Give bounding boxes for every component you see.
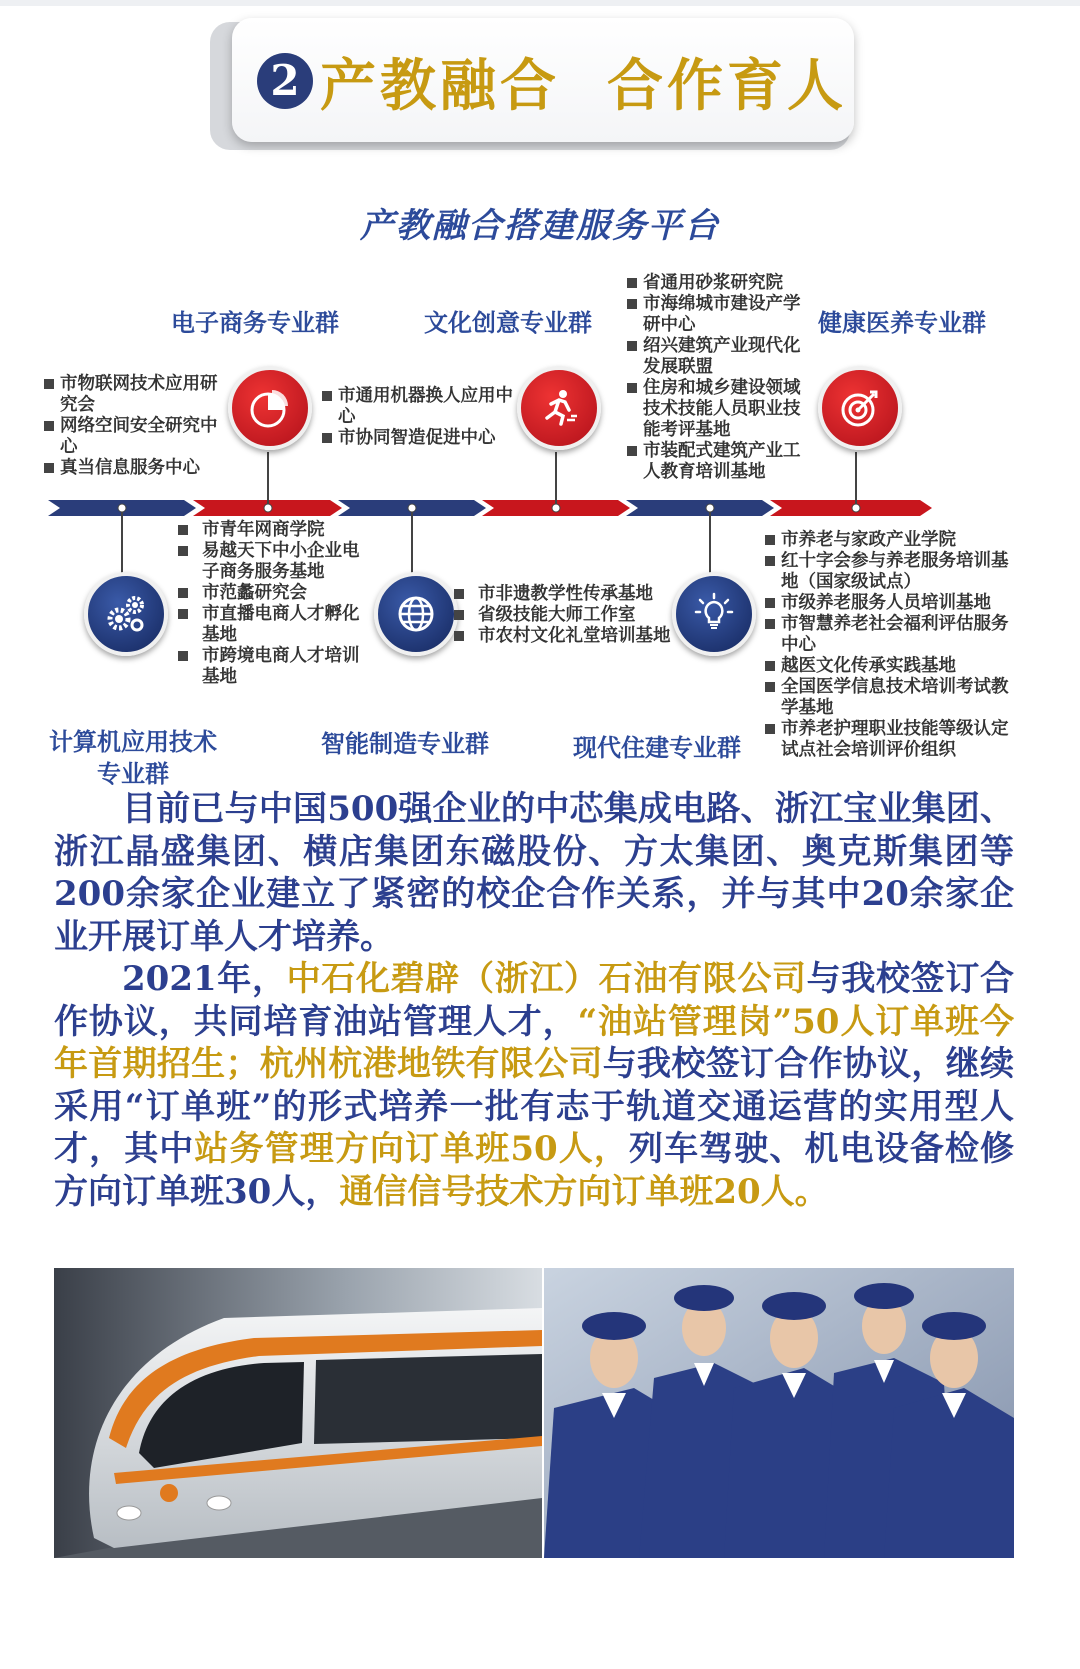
staff-uniform-photo — [544, 1268, 1014, 1558]
list-item: 真当信息服务中心 — [44, 458, 229, 479]
pie-chart-icon — [248, 386, 292, 430]
list-item: 市级养老服务人员培训基地 — [765, 593, 1010, 614]
connector-line — [709, 512, 711, 574]
node-dot — [852, 504, 860, 512]
list-item: 省通用砂浆研究院 — [627, 273, 817, 294]
list-item: 市直播电商人才孵化基地 — [176, 604, 361, 646]
list-item: 全国医学信息技术培训考试教学基地 — [765, 677, 1010, 719]
text-run: 列车驾驶、机电设备检修方向订单班30人， — [54, 1129, 1014, 1212]
list-item: 市通用机器换人应用中心 — [322, 386, 517, 428]
list-item: 市非遗教学性传承基地 — [452, 584, 672, 605]
segment-blue-3 — [626, 500, 774, 516]
list-item: 市海绵城市建设产学研中心 — [627, 294, 817, 336]
node-dot — [706, 504, 714, 512]
list-item: 省级技能大师工作室 — [452, 605, 672, 626]
culture-list — [322, 386, 517, 449]
section-number-badge: 2 — [257, 53, 313, 109]
list-item: 市农村文化礼堂培训基地 — [452, 626, 672, 647]
computer-list — [176, 520, 361, 688]
cluster-label-ecommerce: 电子商务专业群 — [171, 309, 339, 337]
cluster-label-culture: 文化创意专业群 — [424, 309, 592, 337]
gears-icon — [103, 591, 149, 637]
construction-list — [765, 530, 1010, 761]
list-item: 红十字会参与养老服务培训基地（国家级试点） — [765, 551, 1010, 593]
computer-circle — [84, 572, 168, 656]
node-dot — [118, 504, 126, 512]
culture-circle — [517, 366, 601, 450]
highlight-class: 站务管理方向订单班50人， — [194, 1129, 629, 1169]
paragraph-partners: 目前已与中国500强企业的中芯集成电路、浙江宝业集团、浙江晶盛集团、横店集团东磁股份、方太集团、奥克斯集团等200余家企业建立了紧密的校企合作关系，并与其中20余家企业开展订单人才培养。 — [54, 789, 1014, 957]
metro-train-photo — [54, 1268, 542, 1558]
connector-line — [267, 452, 269, 504]
manufacturing-circle — [374, 572, 458, 656]
connector-line — [855, 452, 857, 504]
running-man-icon — [537, 386, 581, 430]
construction-circle — [672, 572, 756, 656]
list-item: 市智慧养老社会福利评估服务中心 — [765, 614, 1010, 656]
node-dot — [408, 504, 416, 512]
list-item: 市协同智造促进中心 — [322, 428, 517, 449]
paragraph-order-classes — [54, 958, 1014, 1213]
manufacturing-list — [452, 584, 672, 647]
list-item: 市跨境电商人才培训基地 — [176, 646, 361, 688]
text-run: 与我校签订合作协议，继续采用“订单班”的形式培养一批有志于轨道交通运营的实用型人才，其中 — [54, 1044, 1015, 1169]
cluster-label-manufacturing: 智能制造专业群 — [321, 730, 489, 758]
health-list — [627, 273, 817, 483]
highlight-company: 中石化碧辟（浙江）石油有限公司 — [286, 959, 807, 999]
cluster-label-health: 健康医养专业群 — [818, 309, 986, 337]
target-icon — [838, 386, 882, 430]
node-dot — [552, 504, 560, 512]
highlight-class: “油站管理岗”50人订单班今年首期招生；杭州杭港地铁有限公司 — [54, 1001, 1014, 1084]
list-item: 越医文化传承实践基地 — [765, 656, 1010, 677]
list-item: 网络空间安全研究中心 — [44, 416, 229, 458]
connector-line — [411, 512, 413, 574]
section-title: 产教融合 合作育人 — [320, 54, 847, 119]
list-item: 住房和城乡建设领域技术技能人员职业技能考评基地 — [627, 378, 817, 441]
list-item: 市装配式建筑产业工人教育培训基地 — [627, 441, 817, 483]
timeline-segments — [48, 500, 932, 516]
connector-line — [555, 452, 557, 504]
segment-red-3 — [770, 500, 932, 516]
cluster-label-construction: 现代住建专业群 — [573, 734, 741, 762]
highlight-class: 通信信号技术方向订单班20人。 — [339, 1171, 829, 1212]
lightbulb-icon — [692, 592, 736, 636]
text-run: 2021年， — [122, 959, 287, 999]
node-dot — [264, 504, 272, 512]
health-circle — [818, 366, 902, 450]
list-item: 市范蠡研究会 — [176, 583, 361, 604]
list-item: 市青年网商学院 — [176, 520, 361, 541]
list-item: 绍兴建筑产业现代化发展联盟 — [627, 336, 817, 378]
text-run: 与我校签订合作协议，共同培育油站管理人才， — [54, 959, 1014, 1042]
body-text — [54, 788, 1014, 1213]
connector-line — [121, 512, 123, 574]
globe-icon — [394, 592, 438, 636]
list-item: 市养老护理职业技能等级认定试点社会培训评价组织 — [765, 719, 1010, 761]
ecommerce-list — [44, 374, 229, 479]
ecommerce-circle — [228, 366, 312, 450]
list-item: 市养老与家政产业学院 — [765, 530, 1010, 551]
diagram-title: 产教融合搭建服务平台 — [360, 206, 720, 246]
list-item: 市物联网技术应用研究会 — [44, 374, 229, 416]
list-item: 易越天下中小企业电子商务服务基地 — [176, 541, 361, 583]
cluster-label-computer: 计算机应用技术专业群 — [49, 728, 217, 788]
